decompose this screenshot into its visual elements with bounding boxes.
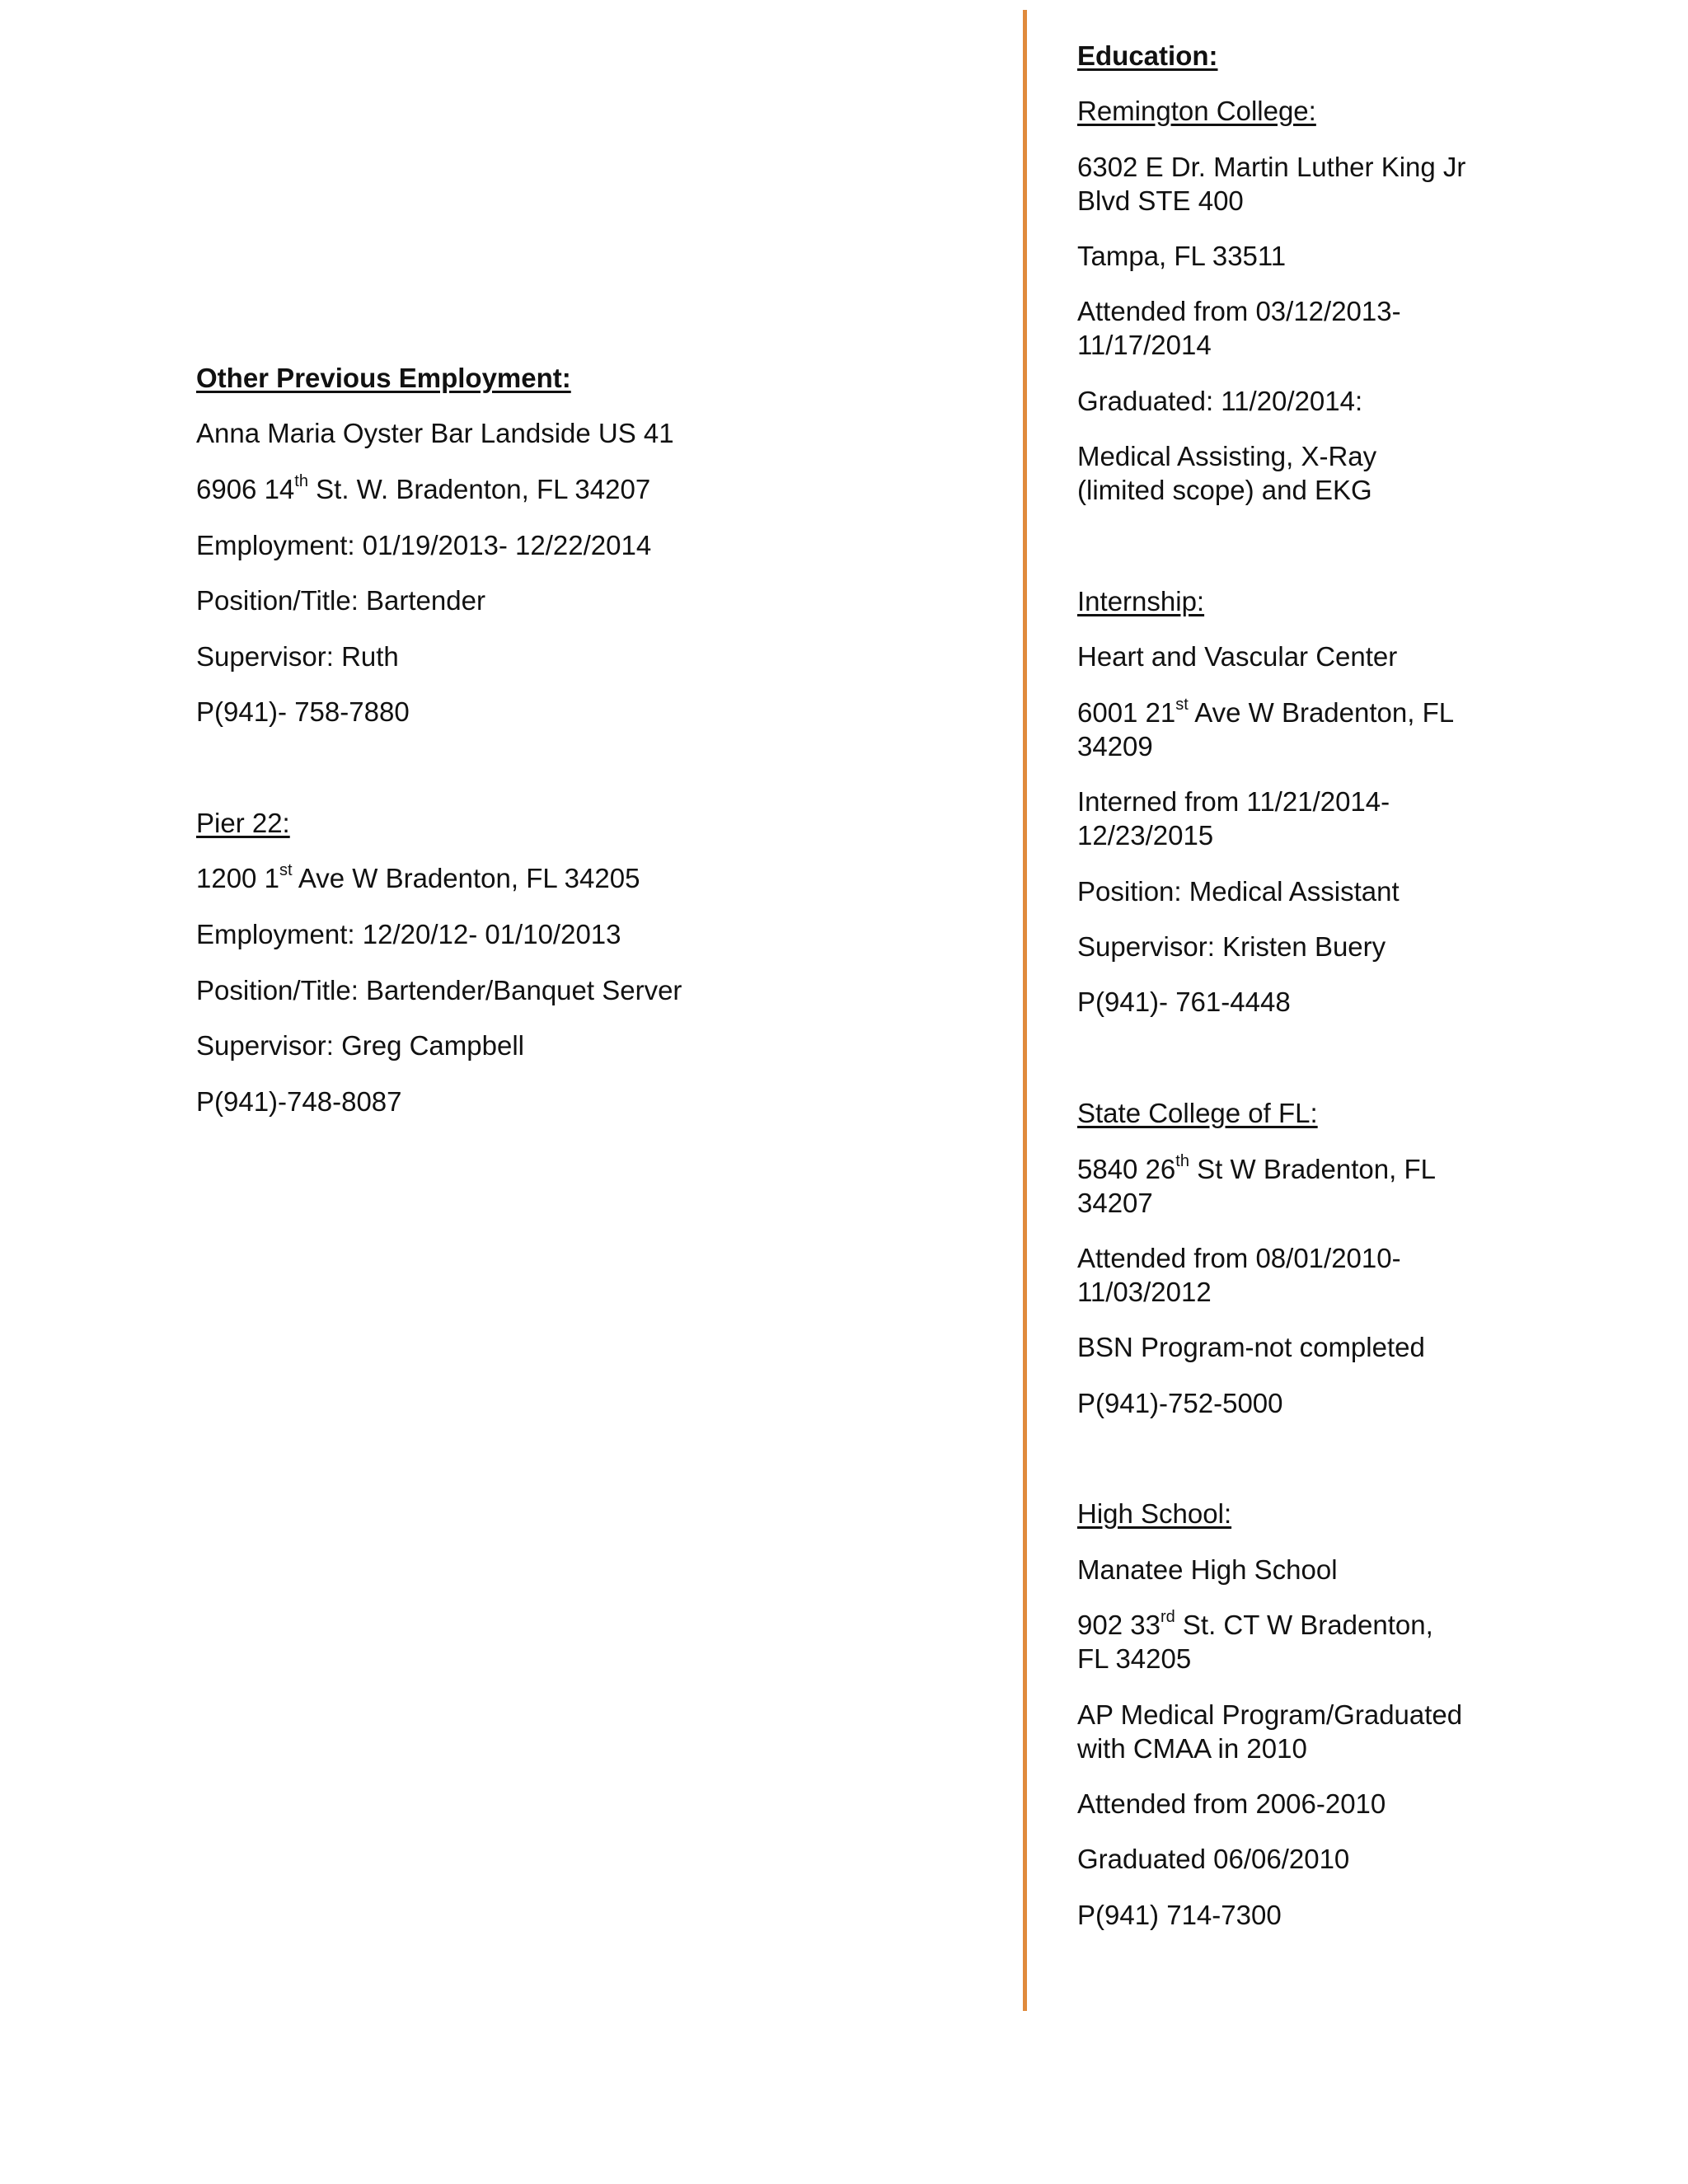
internship-heading: Internship: [1077, 586, 1205, 616]
job2-address: 1200 1st Ave W Bradenton, FL 34205 [196, 861, 640, 893]
column-divider [1023, 10, 1027, 2011]
job2-supervisor: Supervisor: Greg Campbell [196, 1030, 524, 1061]
high-school-program-line2: with CMAA in 2010 [1077, 1733, 1307, 1764]
internship-phone: P(941)- 761-4448 [1077, 987, 1291, 1017]
remington-graduated: Graduated: 11/20/2014: [1077, 386, 1363, 416]
job1-phone: P(941)- 758-7880 [196, 696, 410, 727]
internship-address-line1: 6001 21st Ave W Bradenton, FL [1077, 696, 1455, 728]
state-college-program: BSN Program-not completed [1077, 1332, 1425, 1362]
job1-supervisor: Supervisor: Ruth [196, 641, 399, 672]
high-school-program-line1: AP Medical Program/Graduated [1077, 1699, 1463, 1730]
job2-position: Position/Title: Bartender/Banquet Server [196, 975, 682, 1005]
high-school-graduated: Graduated 06/06/2010 [1077, 1844, 1350, 1874]
high-school-address-line2: FL 34205 [1077, 1643, 1192, 1674]
job1-name: Anna Maria Oyster Bar Landside US 41 [196, 418, 674, 448]
remington-name: Remington College: [1077, 96, 1316, 126]
remington-program-line2: (limited scope) and EKG [1077, 475, 1372, 505]
state-college-address-line2: 34207 [1077, 1188, 1153, 1218]
remington-city: Tampa, FL 33511 [1077, 241, 1287, 271]
remington-program-line1: Medical Assisting, X-Ray [1077, 441, 1377, 471]
other-employment-heading: Other Previous Employment: [196, 363, 571, 393]
state-college-phone: P(941)-752-5000 [1077, 1388, 1283, 1418]
remington-attended-line1: Attended from 03/12/2013- [1077, 296, 1401, 326]
high-school-address-line1: 902 33rd St. CT W Bradenton, [1077, 1608, 1433, 1640]
internship-place: Heart and Vascular Center [1077, 641, 1398, 672]
high-school-phone: P(941) 714-7300 [1077, 1900, 1282, 1930]
education-heading: Education: [1077, 40, 1218, 71]
state-college-address-line1: 5840 26th St W Bradenton, FL [1077, 1152, 1436, 1184]
remington-address-line2: Blvd STE 400 [1077, 185, 1244, 216]
internship-dates-line2: 12/23/2015 [1077, 820, 1214, 851]
high-school-name: Manatee High School [1077, 1554, 1338, 1585]
state-college-name: State College of FL: [1077, 1098, 1318, 1128]
job2-name: Pier 22: [196, 808, 290, 838]
remington-attended-line2: 11/17/2014 [1077, 330, 1212, 360]
job1-position: Position/Title: Bartender [196, 585, 485, 616]
job1-address: 6906 14th St. W. Bradenton, FL 34207 [196, 472, 651, 504]
internship-address-line2: 34209 [1077, 731, 1153, 762]
job2-phone: P(941)-748-8087 [196, 1086, 402, 1117]
high-school-attended: Attended from 2006-2010 [1077, 1788, 1386, 1819]
job1-employment: Employment: 01/19/2013- 12/22/2014 [196, 530, 652, 560]
state-college-attended-line1: Attended from 08/01/2010- [1077, 1243, 1401, 1273]
high-school-heading: High School: [1077, 1498, 1232, 1529]
internship-supervisor: Supervisor: Kristen Buery [1077, 931, 1386, 962]
internship-position: Position: Medical Assistant [1077, 876, 1400, 907]
job2-employment: Employment: 12/20/12- 01/10/2013 [196, 919, 621, 949]
state-college-attended-line2: 11/03/2012 [1077, 1277, 1212, 1307]
remington-address-line1: 6302 E Dr. Martin Luther King Jr [1077, 152, 1466, 182]
internship-dates-line1: Interned from 11/21/2014- [1077, 786, 1390, 817]
